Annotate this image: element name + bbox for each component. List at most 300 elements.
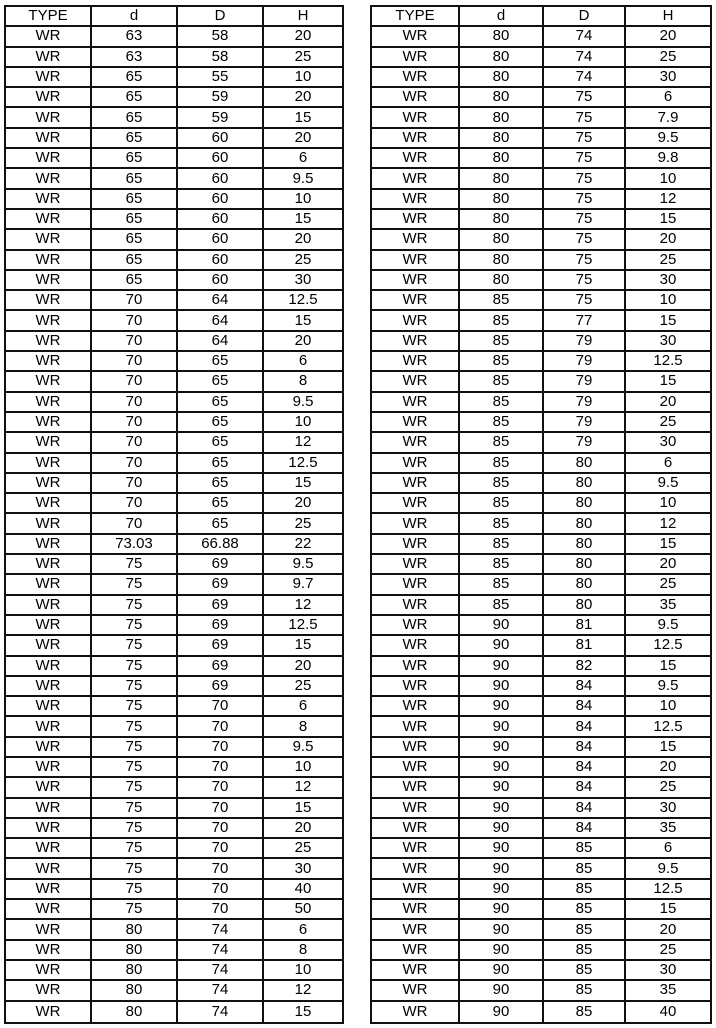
cell-inner-diameter: 75 (91, 777, 177, 797)
cell-outer-diameter: 79 (543, 412, 625, 432)
cell-inner-diameter: 65 (91, 148, 177, 168)
cell-height: 9.5 (625, 858, 711, 878)
cell-outer-diameter: 75 (543, 189, 625, 209)
cell-inner-diameter: 80 (91, 1001, 177, 1023)
table-row (5, 412, 343, 432)
table-row (5, 554, 343, 574)
cell-type: WR (5, 270, 91, 290)
table-row (371, 798, 711, 818)
table-row (5, 777, 343, 797)
cell-height: 10 (625, 696, 711, 716)
cell-outer-diameter: 79 (543, 371, 625, 391)
cell-height: 10 (263, 960, 343, 980)
cell-outer-diameter: 80 (543, 574, 625, 594)
cell-outer-diameter: 70 (177, 798, 263, 818)
cell-height: 25 (263, 513, 343, 533)
cell-type: WR (371, 168, 459, 188)
cell-inner-diameter: 85 (459, 493, 543, 513)
cell-outer-diameter: 70 (177, 899, 263, 919)
cell-height: 12.5 (263, 615, 343, 635)
cell-outer-diameter: 85 (543, 858, 625, 878)
table-row (371, 128, 711, 148)
table-row (5, 310, 343, 330)
table-row (5, 919, 343, 939)
table-row (5, 899, 343, 919)
table-row (371, 229, 711, 249)
cell-height: 15 (625, 737, 711, 757)
cell-inner-diameter: 80 (459, 168, 543, 188)
cell-type: WR (371, 432, 459, 452)
cell-outer-diameter: 65 (177, 513, 263, 533)
table-row (371, 331, 711, 351)
table-row (5, 615, 343, 635)
cell-type: WR (5, 168, 91, 188)
cell-height: 12 (263, 980, 343, 1000)
cell-type: WR (371, 574, 459, 594)
cell-outer-diameter: 84 (543, 757, 625, 777)
cell-inner-diameter: 90 (459, 777, 543, 797)
cell-outer-diameter: 59 (177, 87, 263, 107)
cell-height: 20 (263, 331, 343, 351)
cell-height: 8 (263, 371, 343, 391)
table-row (5, 635, 343, 655)
left-header-height: H (263, 6, 343, 26)
table-row (5, 47, 343, 67)
cell-inner-diameter: 90 (459, 919, 543, 939)
cell-height: 9.5 (263, 554, 343, 574)
cell-height: 20 (263, 87, 343, 107)
cell-outer-diameter: 74 (177, 980, 263, 1000)
left-header-outer-diameter: D (177, 6, 263, 26)
cell-outer-diameter: 82 (543, 656, 625, 676)
cell-height: 15 (625, 534, 711, 554)
cell-inner-diameter: 65 (91, 168, 177, 188)
cell-inner-diameter: 75 (91, 635, 177, 655)
cell-outer-diameter: 69 (177, 595, 263, 615)
cell-outer-diameter: 69 (177, 574, 263, 594)
table-row (5, 696, 343, 716)
cell-type: WR (5, 635, 91, 655)
cell-height: 20 (625, 919, 711, 939)
cell-type: WR (5, 229, 91, 249)
cell-type: WR (5, 493, 91, 513)
table-row (371, 310, 711, 330)
cell-height: 15 (263, 798, 343, 818)
cell-type: WR (5, 412, 91, 432)
table-row (5, 676, 343, 696)
table-row (5, 818, 343, 838)
table-row (5, 371, 343, 391)
cell-inner-diameter: 65 (91, 270, 177, 290)
cell-height: 6 (263, 148, 343, 168)
cell-outer-diameter: 60 (177, 128, 263, 148)
cell-inner-diameter: 65 (91, 128, 177, 148)
table-row (5, 229, 343, 249)
cell-inner-diameter: 80 (91, 980, 177, 1000)
cell-height: 12 (263, 432, 343, 452)
cell-type: WR (5, 696, 91, 716)
cell-inner-diameter: 90 (459, 676, 543, 696)
table-row (371, 858, 711, 878)
cell-height: 12.5 (263, 290, 343, 310)
cell-inner-diameter: 70 (91, 290, 177, 310)
cell-outer-diameter: 84 (543, 818, 625, 838)
cell-type: WR (371, 290, 459, 310)
cell-height: 20 (625, 757, 711, 777)
table-row (371, 371, 711, 391)
cell-inner-diameter: 63 (91, 47, 177, 67)
cell-type: WR (371, 128, 459, 148)
cell-height: 20 (625, 229, 711, 249)
cell-type: WR (371, 473, 459, 493)
cell-outer-diameter: 70 (177, 696, 263, 716)
cell-height: 20 (263, 26, 343, 46)
cell-outer-diameter: 65 (177, 453, 263, 473)
cell-type: WR (371, 453, 459, 473)
cell-height: 9.5 (625, 128, 711, 148)
cell-inner-diameter: 80 (459, 26, 543, 46)
table-row (5, 980, 343, 1000)
cell-type: WR (5, 351, 91, 371)
cell-outer-diameter: 75 (543, 87, 625, 107)
cell-height: 15 (263, 209, 343, 229)
table-row (371, 696, 711, 716)
cell-height: 12 (625, 189, 711, 209)
table-row (5, 716, 343, 736)
right-header-outer-diameter: D (543, 6, 625, 26)
cell-type: WR (5, 879, 91, 899)
cell-inner-diameter: 90 (459, 960, 543, 980)
cell-outer-diameter: 80 (543, 513, 625, 533)
cell-type: WR (5, 26, 91, 46)
cell-type: WR (5, 87, 91, 107)
table-row (5, 473, 343, 493)
cell-height: 35 (625, 818, 711, 838)
cell-inner-diameter: 80 (459, 47, 543, 67)
cell-type: WR (371, 534, 459, 554)
cell-type: WR (371, 676, 459, 696)
cell-outer-diameter: 75 (543, 128, 625, 148)
cell-inner-diameter: 75 (91, 838, 177, 858)
cell-inner-diameter: 80 (459, 189, 543, 209)
cell-outer-diameter: 60 (177, 270, 263, 290)
cell-inner-diameter: 90 (459, 615, 543, 635)
cell-outer-diameter: 75 (543, 290, 625, 310)
cell-type: WR (5, 777, 91, 797)
cell-outer-diameter: 80 (543, 453, 625, 473)
cell-outer-diameter: 60 (177, 229, 263, 249)
cell-inner-diameter: 75 (91, 757, 177, 777)
left-table-body (5, 26, 343, 1022)
cell-type: WR (5, 656, 91, 676)
cell-type: WR (371, 47, 459, 67)
cell-outer-diameter: 85 (543, 980, 625, 1000)
cell-inner-diameter: 85 (459, 351, 543, 371)
table-row (371, 67, 711, 87)
cell-outer-diameter: 64 (177, 331, 263, 351)
cell-type: WR (371, 818, 459, 838)
cell-height: 6 (625, 838, 711, 858)
cell-outer-diameter: 65 (177, 432, 263, 452)
cell-type: WR (5, 331, 91, 351)
table-row (5, 148, 343, 168)
cell-type: WR (5, 513, 91, 533)
cell-outer-diameter: 69 (177, 635, 263, 655)
cell-height: 20 (263, 656, 343, 676)
cell-type: WR (5, 757, 91, 777)
table-row (371, 87, 711, 107)
cell-type: WR (371, 229, 459, 249)
table-row (371, 392, 711, 412)
cell-inner-diameter: 80 (459, 67, 543, 87)
cell-outer-diameter: 80 (543, 473, 625, 493)
table-row (5, 290, 343, 310)
cell-height: 10 (263, 67, 343, 87)
cell-height: 12.5 (625, 879, 711, 899)
cell-outer-diameter: 70 (177, 858, 263, 878)
cell-inner-diameter: 85 (459, 534, 543, 554)
table-row (5, 798, 343, 818)
cell-height: 9.5 (263, 737, 343, 757)
cell-outer-diameter: 80 (543, 493, 625, 513)
cell-inner-diameter: 65 (91, 189, 177, 209)
cell-inner-diameter: 70 (91, 513, 177, 533)
right-table-body (371, 26, 711, 1022)
table-row (371, 270, 711, 290)
table-row (5, 737, 343, 757)
cell-height: 9.5 (625, 615, 711, 635)
cell-outer-diameter: 74 (177, 1001, 263, 1023)
cell-inner-diameter: 85 (459, 290, 543, 310)
cell-height: 20 (625, 26, 711, 46)
table-row (5, 534, 343, 554)
cell-inner-diameter: 80 (91, 940, 177, 960)
cell-outer-diameter: 64 (177, 310, 263, 330)
cell-inner-diameter: 85 (459, 412, 543, 432)
cell-inner-diameter: 65 (91, 250, 177, 270)
cell-outer-diameter: 85 (543, 1001, 625, 1023)
cell-inner-diameter: 90 (459, 899, 543, 919)
table-row (5, 432, 343, 452)
cell-outer-diameter: 79 (543, 432, 625, 452)
table-row (371, 554, 711, 574)
cell-type: WR (5, 615, 91, 635)
cell-type: WR (371, 635, 459, 655)
cell-inner-diameter: 80 (459, 229, 543, 249)
table-row (371, 473, 711, 493)
cell-outer-diameter: 74 (543, 47, 625, 67)
cell-inner-diameter: 85 (459, 310, 543, 330)
table-row (371, 737, 711, 757)
cell-type: WR (5, 1001, 91, 1023)
cell-outer-diameter: 65 (177, 351, 263, 371)
cell-outer-diameter: 70 (177, 838, 263, 858)
cell-type: WR (5, 960, 91, 980)
left-header-row (5, 6, 343, 26)
cell-inner-diameter: 75 (91, 595, 177, 615)
cell-outer-diameter: 58 (177, 26, 263, 46)
table-row (5, 1001, 343, 1023)
table-row (5, 168, 343, 188)
table-row (5, 595, 343, 615)
cell-height: 20 (263, 229, 343, 249)
cell-outer-diameter: 64 (177, 290, 263, 310)
cell-inner-diameter: 80 (459, 87, 543, 107)
table-row (5, 574, 343, 594)
table-row (371, 899, 711, 919)
cell-outer-diameter: 69 (177, 554, 263, 574)
cell-type: WR (371, 148, 459, 168)
cell-inner-diameter: 80 (459, 128, 543, 148)
cell-height: 35 (625, 980, 711, 1000)
cell-inner-diameter: 80 (459, 270, 543, 290)
cell-inner-diameter: 90 (459, 818, 543, 838)
cell-height: 15 (625, 310, 711, 330)
table-row (371, 209, 711, 229)
cell-outer-diameter: 80 (543, 534, 625, 554)
cell-outer-diameter: 60 (177, 189, 263, 209)
cell-height: 15 (263, 310, 343, 330)
cell-type: WR (371, 798, 459, 818)
right-spec-table (370, 5, 712, 1024)
cell-height: 30 (625, 67, 711, 87)
cell-height: 15 (263, 1001, 343, 1023)
cell-height: 25 (263, 47, 343, 67)
cell-height: 15 (263, 107, 343, 127)
cell-type: WR (371, 899, 459, 919)
table-row (5, 189, 343, 209)
cell-height: 50 (263, 899, 343, 919)
cell-height: 20 (625, 554, 711, 574)
cell-outer-diameter: 75 (543, 250, 625, 270)
cell-outer-diameter: 81 (543, 635, 625, 655)
cell-inner-diameter: 90 (459, 798, 543, 818)
cell-inner-diameter: 85 (459, 432, 543, 452)
cell-inner-diameter: 90 (459, 716, 543, 736)
cell-height: 20 (263, 493, 343, 513)
table-row (371, 189, 711, 209)
cell-inner-diameter: 70 (91, 473, 177, 493)
cell-inner-diameter: 80 (459, 107, 543, 127)
cell-outer-diameter: 75 (543, 229, 625, 249)
cell-outer-diameter: 74 (543, 67, 625, 87)
cell-type: WR (371, 919, 459, 939)
cell-type: WR (5, 554, 91, 574)
cell-outer-diameter: 69 (177, 656, 263, 676)
table-row (5, 107, 343, 127)
cell-outer-diameter: 65 (177, 493, 263, 513)
cell-outer-diameter: 84 (543, 676, 625, 696)
cell-type: WR (371, 67, 459, 87)
cell-outer-diameter: 74 (177, 919, 263, 939)
cell-type: WR (371, 757, 459, 777)
table-row (5, 270, 343, 290)
cell-inner-diameter: 90 (459, 737, 543, 757)
cell-type: WR (5, 858, 91, 878)
cell-height: 6 (625, 87, 711, 107)
table-row (371, 818, 711, 838)
table-row (371, 919, 711, 939)
cell-type: WR (371, 250, 459, 270)
table-row (5, 493, 343, 513)
cell-height: 12.5 (625, 716, 711, 736)
cell-height: 30 (625, 798, 711, 818)
cell-inner-diameter: 90 (459, 980, 543, 1000)
cell-inner-diameter: 75 (91, 798, 177, 818)
cell-outer-diameter: 85 (543, 879, 625, 899)
cell-height: 12 (625, 513, 711, 533)
table-row (371, 513, 711, 533)
cell-outer-diameter: 75 (543, 148, 625, 168)
table-row (371, 656, 711, 676)
table-row (371, 351, 711, 371)
cell-type: WR (371, 960, 459, 980)
cell-height: 15 (263, 635, 343, 655)
cell-inner-diameter: 75 (91, 716, 177, 736)
cell-height: 9.5 (263, 392, 343, 412)
cell-height: 25 (263, 250, 343, 270)
cell-inner-diameter: 90 (459, 635, 543, 655)
cell-type: WR (371, 513, 459, 533)
cell-height: 15 (625, 371, 711, 391)
cell-inner-diameter: 90 (459, 1001, 543, 1023)
cell-outer-diameter: 80 (543, 554, 625, 574)
cell-height: 20 (625, 392, 711, 412)
cell-height: 30 (263, 858, 343, 878)
cell-inner-diameter: 75 (91, 656, 177, 676)
cell-inner-diameter: 85 (459, 392, 543, 412)
cell-inner-diameter: 70 (91, 453, 177, 473)
cell-inner-diameter: 70 (91, 392, 177, 412)
cell-type: WR (371, 209, 459, 229)
cell-height: 25 (625, 940, 711, 960)
cell-outer-diameter: 84 (543, 798, 625, 818)
cell-height: 30 (263, 270, 343, 290)
cell-inner-diameter: 75 (91, 818, 177, 838)
cell-type: WR (5, 818, 91, 838)
table-row (371, 47, 711, 67)
cell-height: 25 (625, 574, 711, 594)
cell-height: 6 (625, 453, 711, 473)
cell-inner-diameter: 75 (91, 858, 177, 878)
cell-type: WR (371, 595, 459, 615)
cell-inner-diameter: 90 (459, 656, 543, 676)
cell-outer-diameter: 85 (543, 940, 625, 960)
cell-type: WR (5, 47, 91, 67)
cell-type: WR (371, 777, 459, 797)
table-row (5, 67, 343, 87)
cell-type: WR (371, 940, 459, 960)
cell-type: WR (371, 351, 459, 371)
cell-type: WR (371, 838, 459, 858)
table-row (5, 757, 343, 777)
cell-outer-diameter: 77 (543, 310, 625, 330)
cell-type: WR (371, 392, 459, 412)
cell-inner-diameter: 80 (91, 919, 177, 939)
cell-type: WR (5, 899, 91, 919)
cell-inner-diameter: 90 (459, 838, 543, 858)
cell-height: 30 (625, 960, 711, 980)
cell-outer-diameter: 84 (543, 737, 625, 757)
table-row (371, 1001, 711, 1023)
cell-height: 15 (263, 473, 343, 493)
table-row (371, 838, 711, 858)
table-row (5, 128, 343, 148)
cell-inner-diameter: 90 (459, 858, 543, 878)
cell-outer-diameter: 60 (177, 148, 263, 168)
cell-height: 15 (625, 209, 711, 229)
cell-inner-diameter: 73.03 (91, 534, 177, 554)
